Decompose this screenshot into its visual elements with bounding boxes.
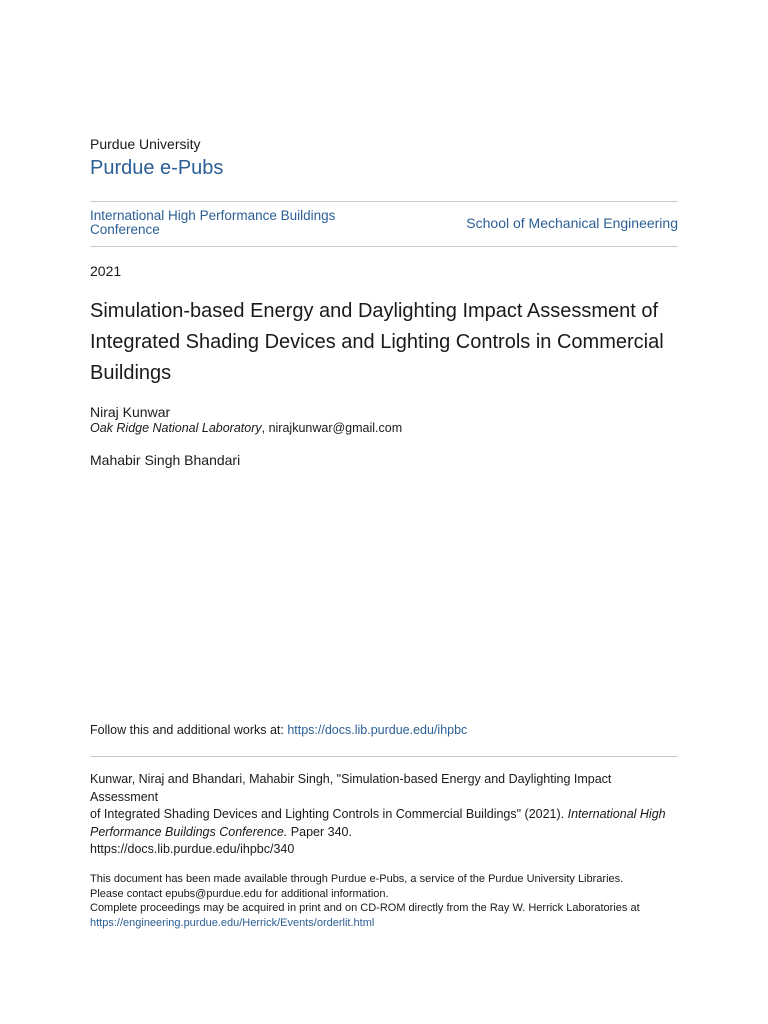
availability-notice	[90, 872, 690, 930]
affiliation-organization: Oak Ridge National Laboratory	[90, 421, 262, 435]
top-divider	[90, 201, 678, 202]
repository-link[interactable]: Purdue e-Pubs	[90, 157, 224, 179]
citation-journal-cont: Performance Buildings Conference.	[90, 824, 288, 839]
citation-line-2: of Integrated Shading Devices and Lighting Controls in Commercial Buildings" (2021).	[90, 807, 568, 821]
author-name: Mahabir Singh Bhandari	[90, 452, 241, 468]
notice-line-3: Complete proceedings may be acquired in print and on CD-ROM directly from the Ray W. Herrick Laboratories at	[90, 902, 640, 914]
citation-paper-number: Paper 340.	[287, 824, 352, 839]
title-line-2: Integrated Shading Devices and Lighting Controls in Commercial	[90, 331, 664, 353]
department-link[interactable]: School of Mechanical Engineering	[466, 215, 678, 231]
affiliation-email: , nirajkunwar@gmail.com	[261, 421, 403, 435]
series-line-2: Conference	[90, 222, 160, 237]
header-bottom-divider	[90, 246, 678, 247]
title-line-3: Buildings	[90, 362, 172, 384]
notice-line-1: This document has been made available through Purdue e-Pubs, a service of the Purdue University Libraries.	[90, 873, 624, 885]
citation-line-1: Kunwar, Niraj and Bhandari, Mahabir Singh, "Simulation-based Energy and Daylighting Impact Assessment	[90, 772, 612, 804]
author-affiliation	[90, 421, 402, 435]
follow-text: Follow this and additional works at:	[90, 723, 288, 737]
order-proceedings-link[interactable]: https://engineering.purdue.edu/Herrick/Events/orderlit.html	[90, 916, 375, 929]
author-name: Niraj Kunwar	[90, 404, 171, 420]
paper-title	[90, 296, 690, 389]
publication-year: 2021	[90, 263, 122, 279]
follow-line	[90, 723, 467, 737]
citation-url: https://docs.lib.purdue.edu/ihpbc/340	[90, 842, 295, 856]
collection-link[interactable]: https://docs.lib.purdue.edu/ihpbc	[287, 723, 468, 737]
title-line-1: Simulation-based Energy and Daylighting Impact Assessment of	[90, 300, 659, 322]
conference-series-link[interactable]	[90, 209, 390, 237]
citation-divider	[90, 756, 678, 757]
citation-journal: International High	[567, 807, 666, 821]
institution-name: Purdue University	[90, 136, 201, 152]
series-line-1: International High Performance Buildings	[90, 208, 336, 223]
notice-line-2: Please contact epubs@purdue.edu for additional information.	[90, 887, 389, 900]
recommended-citation	[90, 771, 682, 859]
